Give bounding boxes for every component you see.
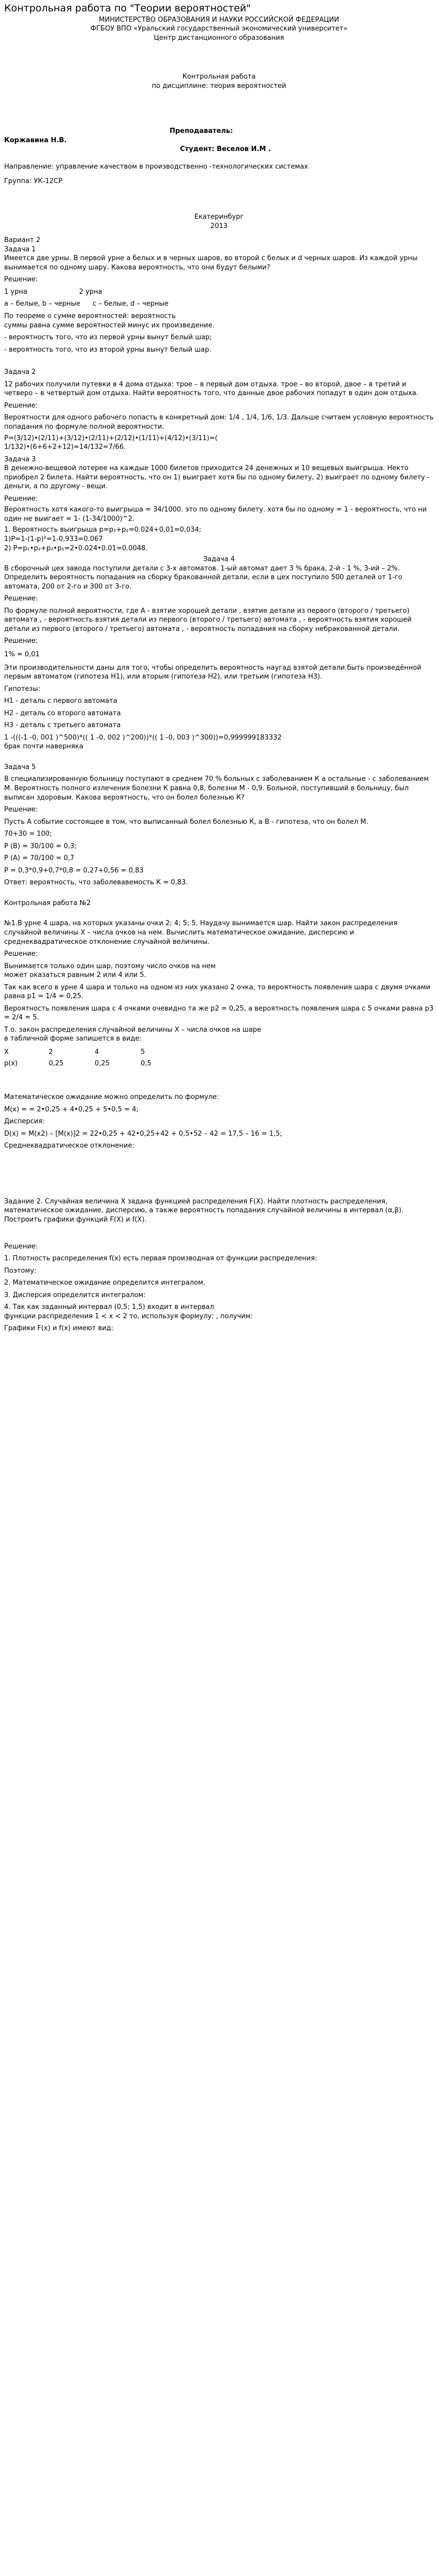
work-2-expectation: M(x) = = 2•0,25 + 4•0,25 + 5•0,5 = 4;: [4, 1105, 139, 1113]
work-2-sko-label: Среднеквадратическое отклонение:: [4, 1142, 134, 1150]
task-5-line-1: 70+30 = 100;: [4, 830, 52, 838]
task-1-solution-label: Решение:: [4, 276, 38, 284]
ministry-line: МИНИСТЕРСТВО ОБРАЗОВАНИЯ И НАУКИ РОССИЙСКОЙ ФЕДЕРАЦИИ: [99, 16, 339, 24]
task-2-solution-2: P=(3/12)•(2/11)+(3/12)•(2/11)+(2/12)•(1/11)+(4/12)•(3/11)=( 1/132)•(6+6+2+12)=14/132=7/66.: [4, 434, 218, 451]
work-2-title: Контрольная работа №2: [4, 899, 91, 907]
document: [4, 2, 434, 1333]
group-line: Группа: УК-12СР: [4, 177, 63, 185]
table-cell: p(x): [4, 1059, 18, 1067]
task-3-title: Задача 3: [4, 455, 36, 463]
work-2-task-1-s3: Вероятность появления шара с 4 очками очевидно та же p2 = 0,25, а вероятность появления шара с 5 очками равна p3 = 2/4 = 5.: [4, 1004, 434, 1022]
task-1-urn-2: 2 урна: [79, 288, 102, 296]
work-2-task-2-solution-label: Решение:: [4, 1242, 38, 1251]
task-5-title: Задача 5: [4, 763, 36, 771]
task-1-p1: - вероятность того, что из первой урны вынут белый шар;: [4, 334, 212, 342]
work-2-task-2-s1: 1. Плотность распределения f(x) есть первая производная от функции распределения:: [4, 1255, 318, 1263]
work-title: Контрольная работа: [182, 73, 256, 81]
table-cell: 0,25: [95, 1059, 110, 1067]
work-2-task-1-s1: Вынимается только один шар, поэтому число очков на нем может оказаться равным 2 или 4 или 5.: [4, 962, 216, 980]
work-2-expectation-label: Математическое ожидание можно определить по формуле:: [4, 1093, 219, 1102]
task-5-solution-label: Решение:: [4, 806, 38, 814]
task-4-hypotheses-label: Гипотезы:: [4, 685, 40, 693]
task-4-text: В сборочный цех завода поступили детали с 3-х автоматов. 1-ый автомат дает 3 % брака, 2-й - 1 %, 3-ий – 2%. Определить вероятность попадания на сборку бракованной детали, если в цех поступило 500 деталей от 1-го автомата, 200 от 2-го и 300 от 3-го.: [4, 564, 402, 591]
task-3-result-2: 2) P=p₁•p₂+p₂•p₁=2•0.024•0.01=0.0048.: [4, 544, 148, 552]
task-4-solution-1: По формуле полной вероятности, где А - взятие хорошей детали , взятие детали из первого (второго / третьего) автомата , - вероятность взятия детали из первого (второго / третьего) автомата , - вероятность взятия хорошей детали из первого (второго / третьего) автомата , - вероятность попадания на сборку небракованной детали.: [4, 607, 412, 633]
table-cell: X: [4, 1048, 9, 1057]
work-2-task-2-s5: Графики F(x) и f(x) имеют вид:: [4, 1324, 114, 1333]
task-4-hypothesis-3: H3 - деталь с третьего автомата: [4, 721, 121, 730]
task-5-line-4: P = 0,3*0,9+0,7*0,8 = 0,27+0,56 = 0,83: [4, 866, 144, 875]
task-4-hypothesis-2: H2 - деталь со второго автомата: [4, 709, 121, 717]
work-2-task-1-solution-label: Решение:: [4, 950, 38, 958]
task-4-solution-2: Эти производительности даны для того, чтобы определить вероятность наугад взятой детали быть произведённой первым автоматом (гипотеза H1), или вторым (гипотеза H2), или третьим (гипотеза H3).: [4, 664, 421, 681]
student-label: Студент: Веселов И.М .: [180, 145, 271, 154]
work-2-dispersion-label: Дисперсия:: [4, 1118, 45, 1126]
work-2-task-2-s4: 4. Так как заданный интервал (0,5; 1,5) входит в интервал функции распределения 1 < x < 2 то, используя формулу: , получим:: [4, 1303, 253, 1320]
table-cell: 0,25: [49, 1059, 64, 1067]
task-1-urn-1: 1 урна: [4, 288, 27, 296]
center-line: Центр дистанционного образования: [154, 34, 284, 42]
table-row: [4, 1058, 183, 1069]
direction-line: Направление: управление качеством в производственно -технологических системах: [4, 163, 308, 171]
task-1-theorem: По теореме о сумме вероятностей: вероятность суммы равна сумме вероятностей минус их произведение.: [4, 312, 215, 329]
work-2-task-2-s2: 2. Математическое ожидание определится интегралом.: [4, 1279, 205, 1287]
teacher-name: Коржавина Н.В.: [4, 136, 67, 144]
work-2-task-2-s1b: Поэтому:: [4, 1267, 37, 1275]
task-2-solution-label: Решение:: [4, 401, 38, 410]
task-3-result-1: 1. Вероятность выигрыша p=p₁+p₂=0.024+0,01=0,034; 1)P=1-(1-p)²=1-0,933=0.067: [4, 526, 202, 543]
university-line: ФГБОУ ВПО «Уральский государственный экономический университет»: [90, 25, 348, 33]
work-2-task-1-text: №1.В урне 4 шара, на которых указаны очки 2; 4; 5; 5. Наудачу вынимается шар. Найти закон распределения случайной величины Х – числа очков на нем. Вычислить математическое ожидание, дисперсию и среднеквадратическое отклонение случайной величины.: [4, 920, 398, 946]
city-line: Екатеринбург: [194, 213, 244, 221]
task-5-text: В специализированную больницу поступают в среднем 70 % больных с заболеванием К а остальные - с заболеванием М. Вероятность полного излечения болезни К равна 0,8, болезни М - 0,9. Больной, поступивший в больницу, был выписан здоровым. Какова вероятность, что он болел болезнью К?: [4, 775, 429, 802]
task-5-answer: Ответ: вероятность, что заболевавемость К = 0,83.: [4, 879, 188, 887]
table-cell: 5: [141, 1048, 145, 1057]
task-1-p2: - вероятность того, что из второй урны вынут белый шар.: [4, 345, 212, 354]
task-4-final: 1 -(((-1 -0, 001 )^500)*(( 1 -0, 002 )^200))*(( 1 -0, 003 )^300))=0,999999183332 брак почти наверняка: [4, 733, 282, 751]
task-4-title: Задача 4: [203, 555, 235, 564]
task-4-hypothesis-1: H1 - деталь с первого автомата: [4, 697, 117, 705]
work-2-dispersion: D(x) = M(x2) – [M(x)]2 = 22•0,25 + 42•0,25+42 + 0,5•52 – 42 = 17,5 – 16 = 1,5;: [4, 1129, 282, 1138]
task-1-urn-1-desc: а – белые, b – черные: [4, 300, 81, 308]
task-3-solution: Вероятность хотя какого-то выигрыша = 34/1000. это по одному билету. хотя бы по одному = 1 - вероятность, что ни один не выигает = 1- (1-34/1000)^2.: [4, 506, 427, 523]
task-5-solution: Пусть А событие состоящее в том, что выписанный болел болезнью К, а В - гипотеза, что он болел М.: [4, 818, 369, 826]
task-2-title: Задача 2: [4, 368, 36, 376]
task-1-text: Имеется две урны. В первой урне а белых и в черных шаров, во второй с белых и d черных шаров. Из каждой урны вынимается по одному шару. Какова вероятность, что они будут белыми?: [4, 254, 418, 272]
task-1-title: Задача 1: [4, 245, 36, 253]
task-5-line-3: P (А) = 70/100 = 0,7: [4, 854, 74, 863]
task-5-line-2: P (В) = 30/100 = 0,3;: [4, 842, 77, 850]
task-2-text: 12 рабочих получили путевки в 4 дома отдыха: трое – в первый дом отдыха. трое – во второй, двое – в третий и четверо – в четвертый дом отдыха. Найти вероятность того, что данные двое рабочих попадут в один дом отдыха.: [4, 380, 419, 398]
work-2-task-2-s3: 3. Дисперсия определится интегралом:: [4, 1291, 146, 1299]
task-3-solution-label: Решение:: [4, 494, 38, 503]
discipline-line: по дисциплине: теория вероятностей: [152, 82, 286, 90]
table-cell: 0,5: [141, 1059, 152, 1067]
work-2-task-1-s2: Так как всего в урне 4 шара и только на одном из них указано 2 очка, то вероятность появления шара с двумя очками равна p1 = 1/4 = 0,25.: [4, 983, 431, 1001]
task-2-solution-1: Вероятности для одного рабочего попасть в конкретный дом: 1/4 , 1/4, 1/6, 1/3. Дальше считаем условную вероятность попадания по формуле полной вероятности.: [4, 414, 434, 431]
variant-title: Вариант 2: [4, 236, 41, 245]
task-4-solution-label: Решение:: [4, 595, 38, 603]
table-row: [4, 1047, 183, 1058]
task-3-text: В денежно-вещевой лотерее на каждые 1000 билетов приходится 24 денежных и 10 вещевых выигрыша. Некто приобрел 2 билета. Найти вероятность, что он 1) выиграет хотя бы по одному билету, 2) выиграет по одному билету - деньги, а по другому - вещи.: [4, 464, 430, 491]
task-1-urn-2-desc: c – белые, d – черные: [93, 300, 169, 308]
task-4-result-1: 1% = 0,01: [4, 650, 40, 658]
distribution-table: [4, 1047, 183, 1069]
page-title: Контрольная работа по "Теории вероятностей": [4, 3, 251, 14]
task-4-solution-label-2: Решение:: [4, 637, 38, 645]
year-line: 2013: [210, 222, 228, 230]
work-2-task-1-s4: Т.о. закон распределения случайной величины Х – числа очков на шаре в табличной форме запишется в виде:: [4, 1026, 261, 1043]
table-cell: 4: [95, 1048, 99, 1057]
table-cell: 2: [49, 1048, 53, 1057]
teacher-label: Преподаватель:: [170, 127, 233, 135]
work-2-task-2-text: Задание 2. Случайная величина Х задана функцией распределения F(X). Найти плотность распределения, математическое ожидание, дисперсию, а также вероятность попадания случайной величины в интервал (α,β). Построить графики функций F(X) и f(X).: [4, 1197, 404, 1224]
